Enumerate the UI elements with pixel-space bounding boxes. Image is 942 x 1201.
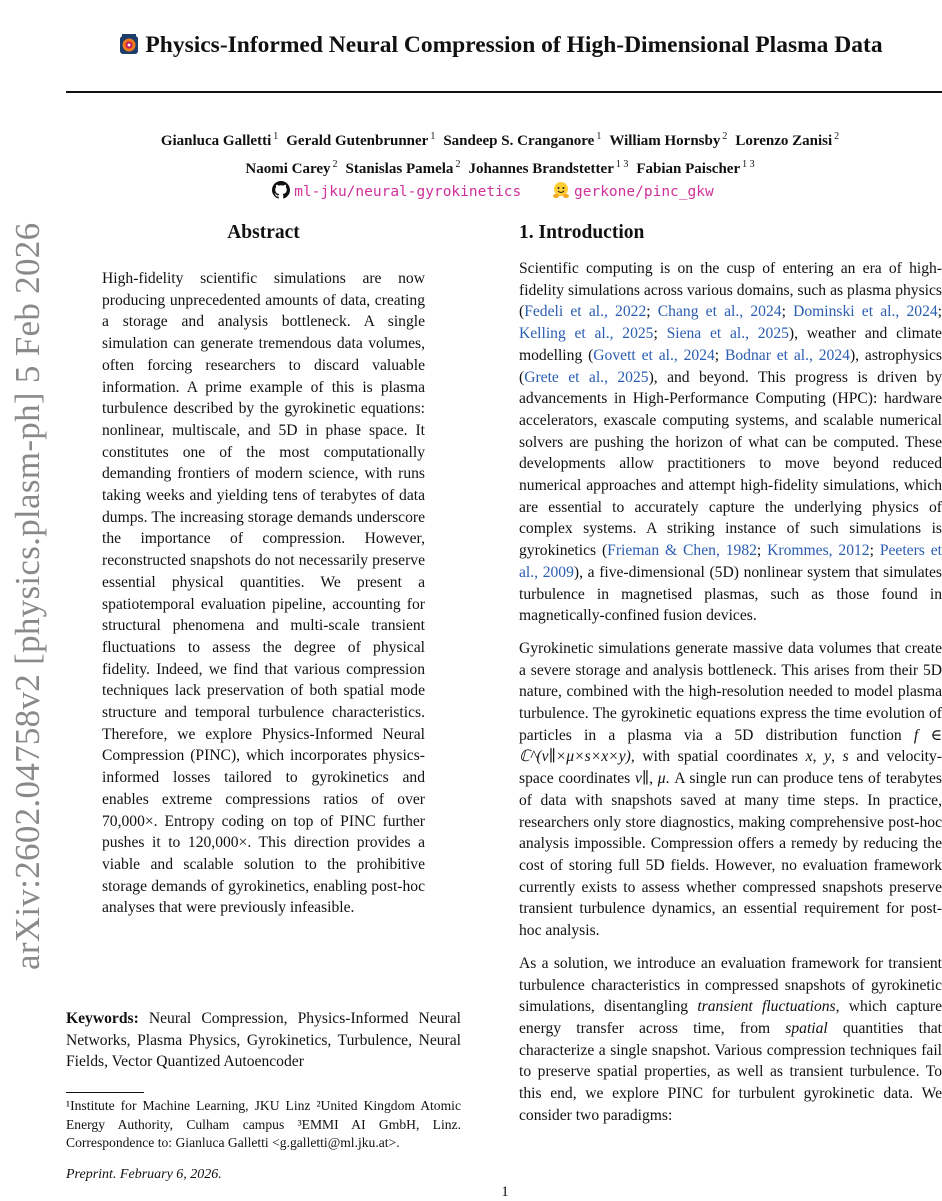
text-run: ; — [869, 542, 880, 560]
math-expression: y — [824, 748, 832, 766]
author-affiliation: 1 — [430, 131, 436, 142]
citation-link[interactable]: Kelling et al., 2025 — [519, 325, 654, 343]
citation-link[interactable]: Chang et al., 2024 — [657, 303, 782, 321]
text-run: , which capture energy transfer across time, from — [519, 998, 942, 1037]
author-name: Gianluca Galletti — [160, 133, 272, 149]
keywords — [66, 1008, 461, 1073]
author-name: Gerald Gutenbrunner — [286, 133, 429, 149]
text-run: quantities that characterize a single snapshot. Various compression techniques fail to preserve spatial properties, as well as transient turbulence. To this end, we explore PINC for turbulent gyrokinetic data. We consider two paradigms: — [519, 1019, 942, 1124]
text-run: and velocity-space coordinates — [519, 748, 942, 788]
text-run: ), a five-dimensional (5D) nonlinear system that simulates turbulence in magnetised plasmas, such as those found in magnetically-confined fusion devices. — [519, 563, 942, 625]
text-run: ; — [714, 346, 725, 364]
text-run: ; — [937, 303, 942, 321]
text-run: . A single run can produce tens of terabytes of data with snapshots saved at many time steps. In practice, researchers only store diagnostics, making comprehensive post-hoc analysis impossible. Compression offers a remedy by reducing the cost of storing full 5D fields. However, no evaluation framework currently exists to assess whether compressed snapshots preserve transient turbulence dynamics, an essential requirement for post-hoc analysis. — [519, 770, 942, 940]
title-text: Physics-Informed Neural Compression of High-Dimensional Plasma Data — [145, 32, 883, 58]
affiliation-footnote: ¹Institute for Machine Learning, JKU Linz ²United Kingdom Atomic Energy Authority, Culham campus ³EMMI AI GmbH, Linz. Correspondence to: Gianluca Galletti <g.galletti@ml.jku.at>. — [66, 1098, 461, 1150]
text-run: , with spatial coordinates — [630, 748, 806, 766]
paragraph — [519, 638, 942, 942]
pinc-logo-icon — [119, 33, 139, 55]
author-list — [66, 125, 942, 181]
introduction-body — [519, 258, 942, 1137]
math-expression: μ — [657, 770, 666, 788]
author-name: William Hornsby — [609, 133, 721, 149]
github-repo-link[interactable]: ml-jku/neural-gyrokinetics — [294, 184, 522, 200]
author-name: Johannes Brandstetter — [468, 161, 614, 177]
preprint-date: Preprint. February 6, 2026. — [66, 1167, 222, 1182]
author-name: Fabian Paischer — [636, 161, 741, 177]
text-run: , — [649, 770, 658, 788]
math-expression: v∥ — [634, 770, 650, 788]
title-rule — [66, 91, 942, 93]
footnote-rule — [66, 1092, 144, 1093]
math-expression: s — [842, 748, 849, 766]
citation-link[interactable]: Krommes, 2012 — [767, 542, 870, 560]
author-affiliation: 1 — [596, 131, 602, 142]
author-affiliation: 2 — [834, 131, 840, 142]
page-number: 1 — [501, 1184, 509, 1200]
citation-link[interactable]: Dominski et al., 2024 — [793, 303, 938, 321]
abstract-heading: Abstract — [227, 222, 300, 243]
abstract-body: High-fidelity scientific simulations are now producing unprecedented amounts of data, creating a storage and analysis bottleneck. A single simulation can generate tremendous data volumes, often forcing researchers to discard valuable information. A prime example of this is plasma turbulence described by the gyrokinetic equations: nonlinear, multiscale, and 5D in phase space. It constitutes one of the most computationally demanding frontiers of modern science, with runs taking weeks and yielding tens of terabytes of data dumps. The increasing storage demands underscore the importance of compression. However, reconstructed snapshots do not necessarily preserve essential physical quantities. We present a spatiotemporal evaluation pipeline, accounting for structural phenomena and multi-scale transient fluctuations to assess the degree of physical fidelity. Indeed, we find that various compression techniques lack preservation of both spatial mode structure and temporal turbulence characteristics. Therefore, we explore Physics-Informed Neural Compression (PINC), which incorporates physics-informed losses tailored to gyrokinetics and enables extreme compressions ratios of over 70,000×. Entropy coding on top of PINC further pushes it to 120,000×. This direction provides a viable and scalable solution to the prohibitive storage demands of gyrokinetics, enabling post-hoc analyses that were previously infeasible. — [102, 270, 425, 917]
keywords-text: Neural Compression, Physics-Informed Neural Networks, Plasma Physics, Gyrokinetics, Turbulence, Neural Fields, Vector Quantized Autoencoder — [66, 1010, 461, 1071]
text-run: ), and beyond. This progress is driven by advancements in High-Performance Computing (HPC): hardware accelerators, exascale computing systems, and scalable numerical solvers are pushing the horizon of what can be computed. These developments allow practitioners to move beyond reduced numerical approaches and attempt high-fidelity simulations, which are essential to accurately capture the underlying physics of complex systems. A striking instance of such simulations is gyrokinetics ( — [519, 368, 942, 560]
math-expression: x — [805, 748, 813, 766]
github-icon — [272, 181, 290, 199]
text-run: As a solution, we introduce an evaluation framework for transient turbulence characteristics in compressed snapshots of gyrokinetic simulations, disentangling — [519, 954, 942, 1016]
author-affiliation: 1 3 — [615, 159, 629, 170]
author-name: Stanislas Pamela — [345, 161, 454, 177]
text-run: Gyrokinetic simulations generate massive data volumes that create a severe storage and analysis bottleneck. This arises from their 5D nature, combined with the high-resolution needed to model plasma turbulence. The gyrokinetic equations express the time evolution of particles in a plasma via a 5D distribution function — [519, 639, 942, 744]
paragraph — [519, 258, 942, 627]
keywords-label: Keywords: — [66, 1010, 139, 1027]
citation-link[interactable]: Govett et al., 2024 — [593, 346, 715, 364]
citation-link[interactable]: Frieman & Chen, 1982 — [607, 542, 757, 560]
introduction-heading: 1. Introduction — [519, 222, 645, 243]
text-run: ), astrophysics ( — [519, 346, 942, 386]
text-run: , — [812, 748, 825, 766]
author-affiliation: 2 — [722, 131, 728, 142]
author-affiliation: 1 3 — [742, 159, 755, 170]
author-name: Naomi Carey — [245, 161, 331, 177]
author-affiliation: 2 — [332, 159, 338, 170]
text-run: ; — [756, 542, 768, 560]
text-run: ), weather and climate modelling ( — [519, 325, 942, 364]
author-affiliation: 2 — [455, 159, 461, 170]
author-name: Lorenzo Zanisi — [735, 133, 833, 149]
paper-title — [60, 32, 942, 59]
citation-link[interactable]: Siena et al., 2025 — [666, 325, 789, 343]
huggingface-model-link[interactable]: gerkone/pinc_gkw — [574, 184, 714, 200]
text-run: ; — [653, 325, 667, 343]
citation-link[interactable]: Grete et al., 2025 — [524, 368, 649, 386]
author-name: Sandeep S. Cranganore — [443, 133, 595, 149]
text-run: ; — [646, 303, 658, 321]
author-affiliation: 1 — [273, 131, 279, 142]
text-run: ; — [781, 303, 794, 321]
paragraph — [519, 953, 942, 1127]
math-expression: f ∈ ℂ^(v∥×μ×s×x×y) — [519, 726, 942, 766]
text-run: , — [831, 748, 843, 766]
math-expression: spatial — [785, 1019, 828, 1037]
math-expression: transient fluctuations — [697, 998, 836, 1016]
huggingface-icon — [552, 181, 570, 199]
resource-links — [66, 181, 942, 200]
citation-link[interactable]: Peeters et al., 2009 — [519, 542, 942, 581]
citation-link[interactable]: Fedeli et al., 2022 — [524, 303, 647, 321]
citation-link[interactable]: Bodnar et al., 2024 — [724, 346, 850, 364]
arxiv-identifier-stamp: arXiv:2602.04758v2 [physics.plasm-ph] 5 Feb 2026 — [8, 222, 47, 970]
text-run: Scientific computing is on the cusp of entering an era of high-fidelity simulations across various domains, such as plasma physics ( — [519, 260, 942, 321]
